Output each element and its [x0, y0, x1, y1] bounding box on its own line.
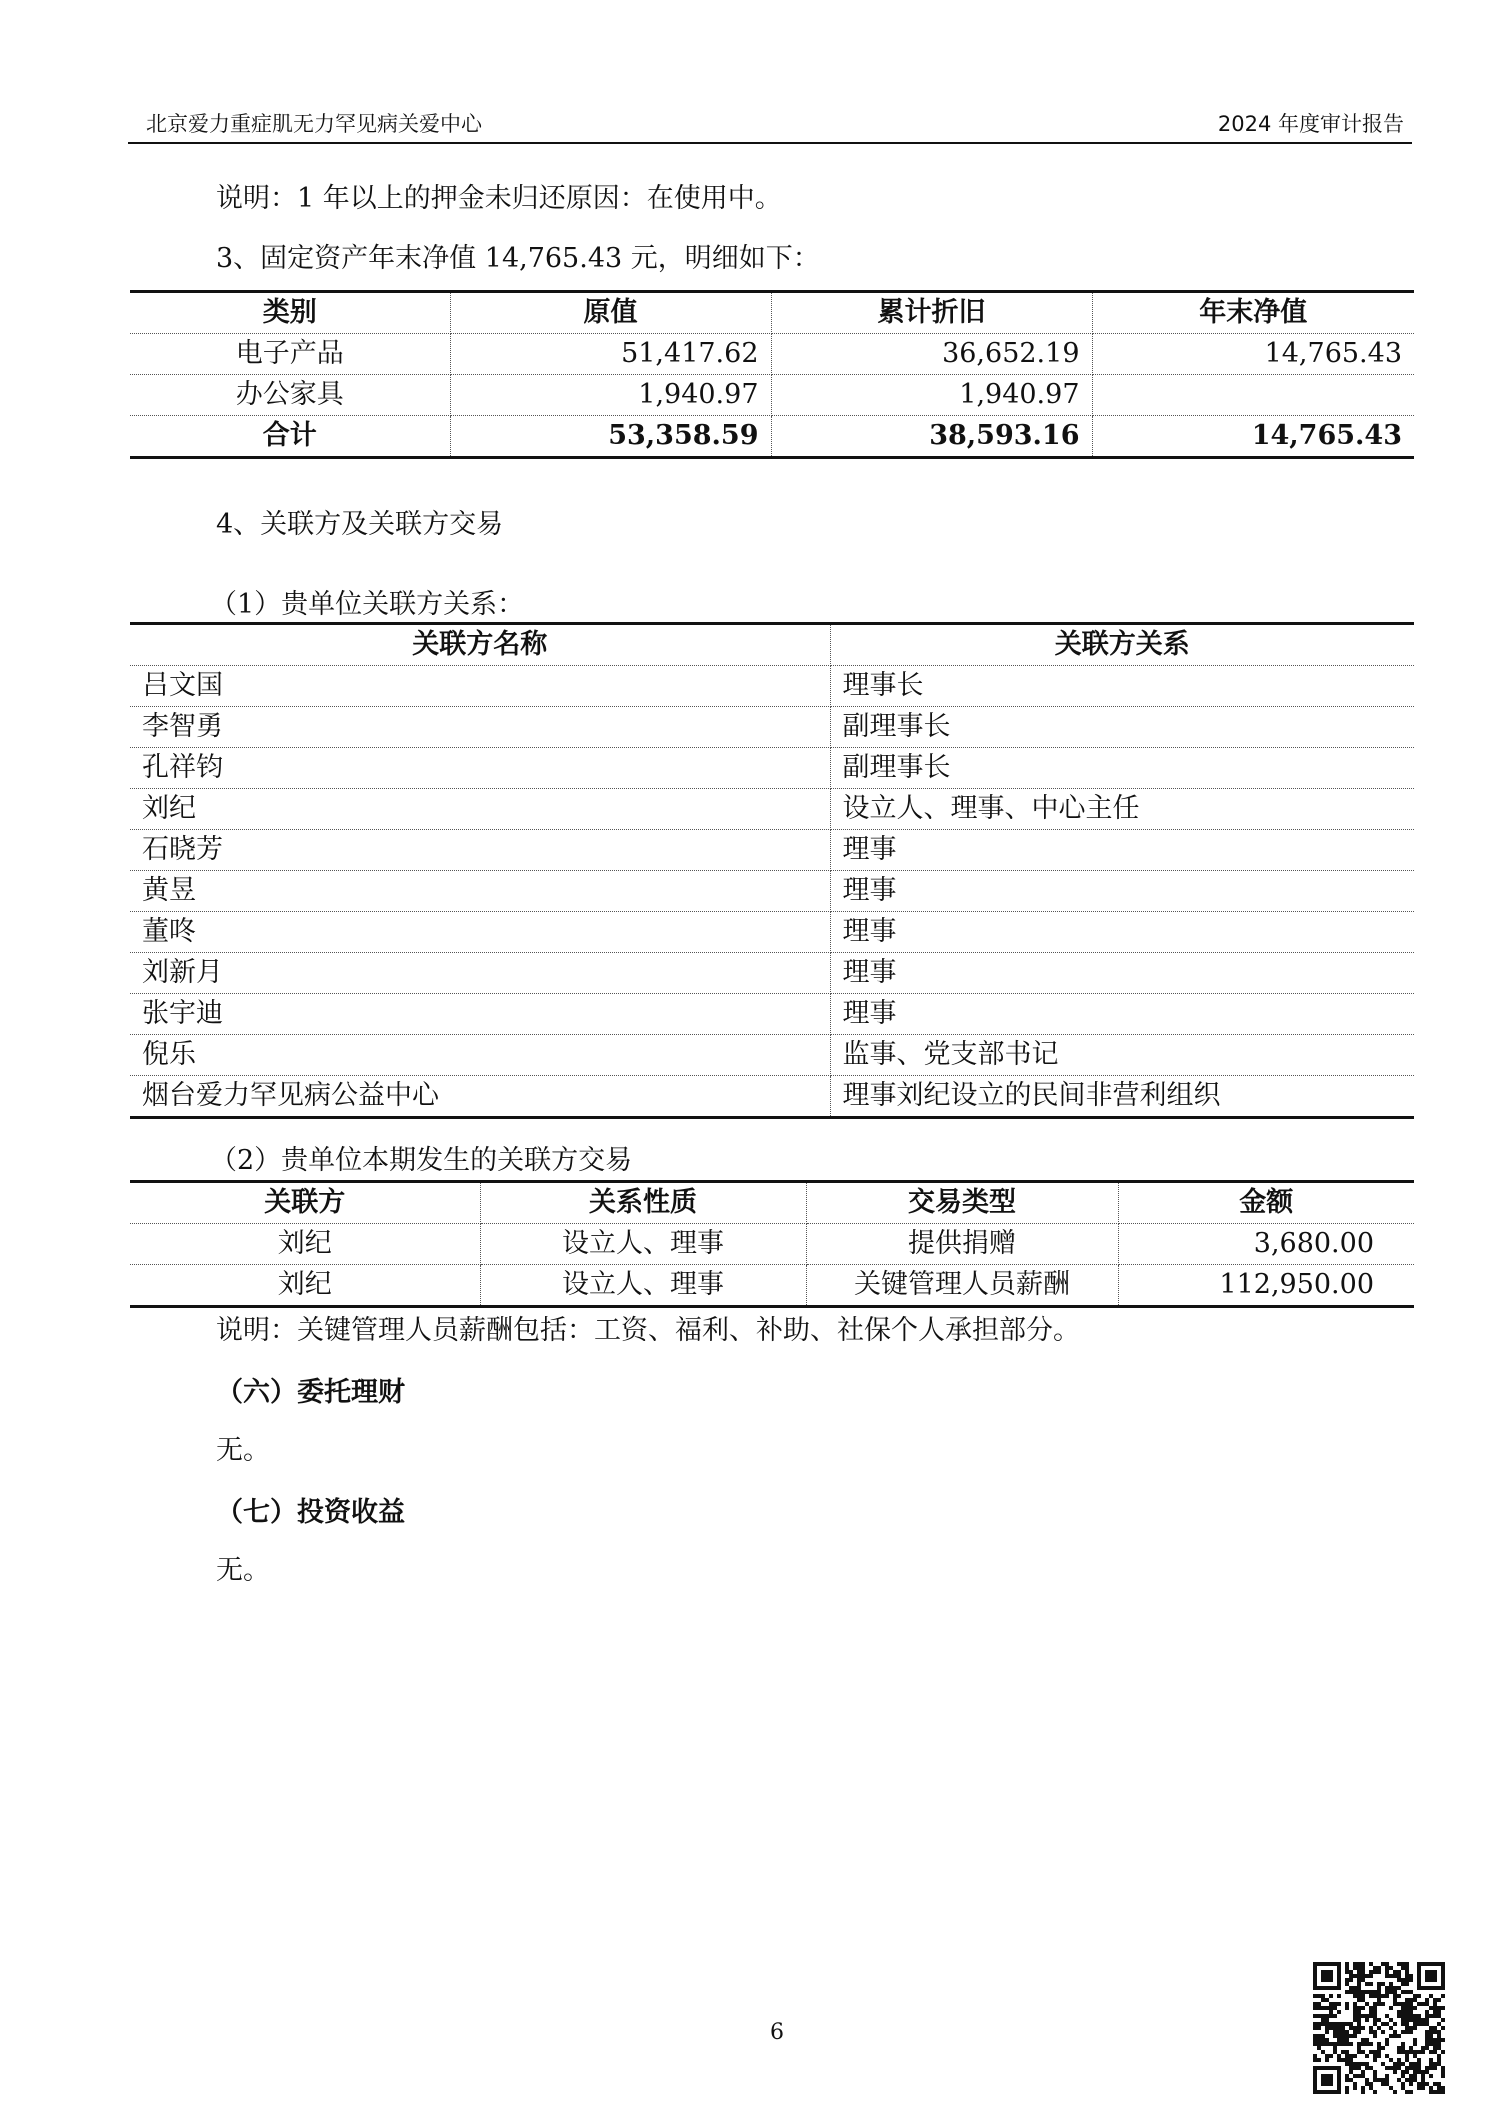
deposit-note: 说明：1 年以上的押金未归还原因：在使用中。	[216, 183, 782, 214]
page-header	[128, 98, 1412, 144]
header-report-title: 2024 年度审计报告	[1217, 112, 1404, 136]
cell: 设立人、理事	[480, 1224, 806, 1265]
table-row	[130, 748, 1414, 789]
column-header: 交易类型	[806, 1182, 1118, 1224]
cell: 黄昱	[130, 871, 830, 912]
cell: 1,940.97	[450, 375, 771, 416]
table-header-row	[130, 1182, 1414, 1224]
table-row	[130, 1035, 1414, 1076]
cell: 38,593.16	[771, 416, 1092, 458]
page-number: 6	[770, 2020, 784, 2045]
cell: 刘纪	[130, 789, 830, 830]
cell: 倪乐	[130, 1035, 830, 1076]
cell: 石晓芳	[130, 830, 830, 871]
cell: 董咚	[130, 912, 830, 953]
table-row	[130, 912, 1414, 953]
cell: 关键管理人员薪酬	[806, 1265, 1118, 1307]
table-row	[130, 789, 1414, 830]
table-row	[130, 1265, 1414, 1307]
table-row	[130, 1224, 1414, 1265]
cell: 合计	[130, 416, 450, 458]
cell: 36,652.19	[771, 334, 1092, 375]
cell: 李智勇	[130, 707, 830, 748]
cell: 孔祥钧	[130, 748, 830, 789]
cell: 理事	[830, 953, 1414, 994]
cell: 刘新月	[130, 953, 830, 994]
cell: 53,358.59	[450, 416, 771, 458]
table-total-row	[130, 416, 1414, 458]
column-header: 关联方名称	[130, 624, 830, 666]
cell: 1,940.97	[771, 375, 1092, 416]
column-header: 关系性质	[480, 1182, 806, 1224]
column-header: 金额	[1118, 1182, 1414, 1224]
column-header: 类别	[130, 292, 450, 334]
cell: 14,765.43	[1092, 334, 1414, 375]
cell: 理事	[830, 994, 1414, 1035]
table-row	[130, 375, 1414, 416]
cell: 吕文国	[130, 666, 830, 707]
column-header: 关联方	[130, 1182, 480, 1224]
column-header: 累计折旧	[771, 292, 1092, 334]
table-row	[130, 334, 1414, 375]
cell: 理事长	[830, 666, 1414, 707]
table-row	[130, 994, 1414, 1035]
investment-income-body: 无。	[216, 1555, 270, 1586]
cell: 提供捐赠	[806, 1224, 1118, 1265]
related-parties-table	[130, 622, 1414, 1119]
cell: 设立人、理事、中心主任	[830, 789, 1414, 830]
header-org-name: 北京爱力重症肌无力罕见病关爱中心	[146, 112, 482, 136]
entrusted-finance-heading: （六）委托理财	[216, 1377, 405, 1408]
related-party-section-title: 4、关联方及关联方交易	[216, 509, 504, 540]
table-row	[130, 953, 1414, 994]
transactions-title: （2）贵单位本期发生的关联方交易	[210, 1145, 633, 1176]
cell: 刘纪	[130, 1224, 480, 1265]
table-row	[130, 830, 1414, 871]
investment-income-heading: （七）投资收益	[216, 1497, 405, 1528]
column-header: 关联方关系	[830, 624, 1414, 666]
cell: 电子产品	[130, 334, 450, 375]
salary-note: 说明：关键管理人员薪酬包括：工资、福利、补助、社保个人承担部分。	[216, 1315, 1080, 1346]
column-header: 年末净值	[1092, 292, 1414, 334]
column-header: 原值	[450, 292, 771, 334]
fixed-assets-table	[130, 290, 1414, 459]
cell: 14,765.43	[1251, 420, 1402, 451]
cell: 51,417.62	[450, 334, 771, 375]
verification-qr-code-icon	[1313, 1962, 1445, 2094]
cell: 理事	[830, 871, 1414, 912]
table-header-row	[130, 292, 1414, 334]
related-party-relations-title: （1）贵单位关联方关系：	[210, 589, 525, 620]
cell: 张宇迪	[130, 994, 830, 1035]
cell	[1092, 375, 1414, 416]
transactions-table	[130, 1180, 1414, 1308]
table-header-row	[130, 624, 1414, 666]
cell: 设立人、理事	[480, 1265, 806, 1307]
cell: 刘纪	[130, 1265, 480, 1307]
fixed-assets-title: 3、固定资产年末净值 14,765.43 元，明细如下：	[216, 243, 820, 274]
entrusted-finance-body: 无。	[216, 1435, 270, 1466]
cell: 监事、党支部书记	[830, 1035, 1414, 1076]
table-row	[130, 666, 1414, 707]
cell: 理事	[830, 912, 1414, 953]
cell: 112,950.00	[1219, 1269, 1374, 1300]
cell: 副理事长	[830, 748, 1414, 789]
cell: 副理事长	[830, 707, 1414, 748]
table-row	[130, 871, 1414, 912]
cell: 3,680.00	[1118, 1224, 1414, 1265]
table-row	[130, 1076, 1414, 1118]
cell: 烟台爱力罕见病公益中心	[130, 1076, 830, 1118]
table-row	[130, 707, 1414, 748]
cell: 理事刘纪设立的民间非营利组织	[842, 1080, 1221, 1111]
cell: 办公家具	[130, 375, 450, 416]
cell: 理事	[830, 830, 1414, 871]
